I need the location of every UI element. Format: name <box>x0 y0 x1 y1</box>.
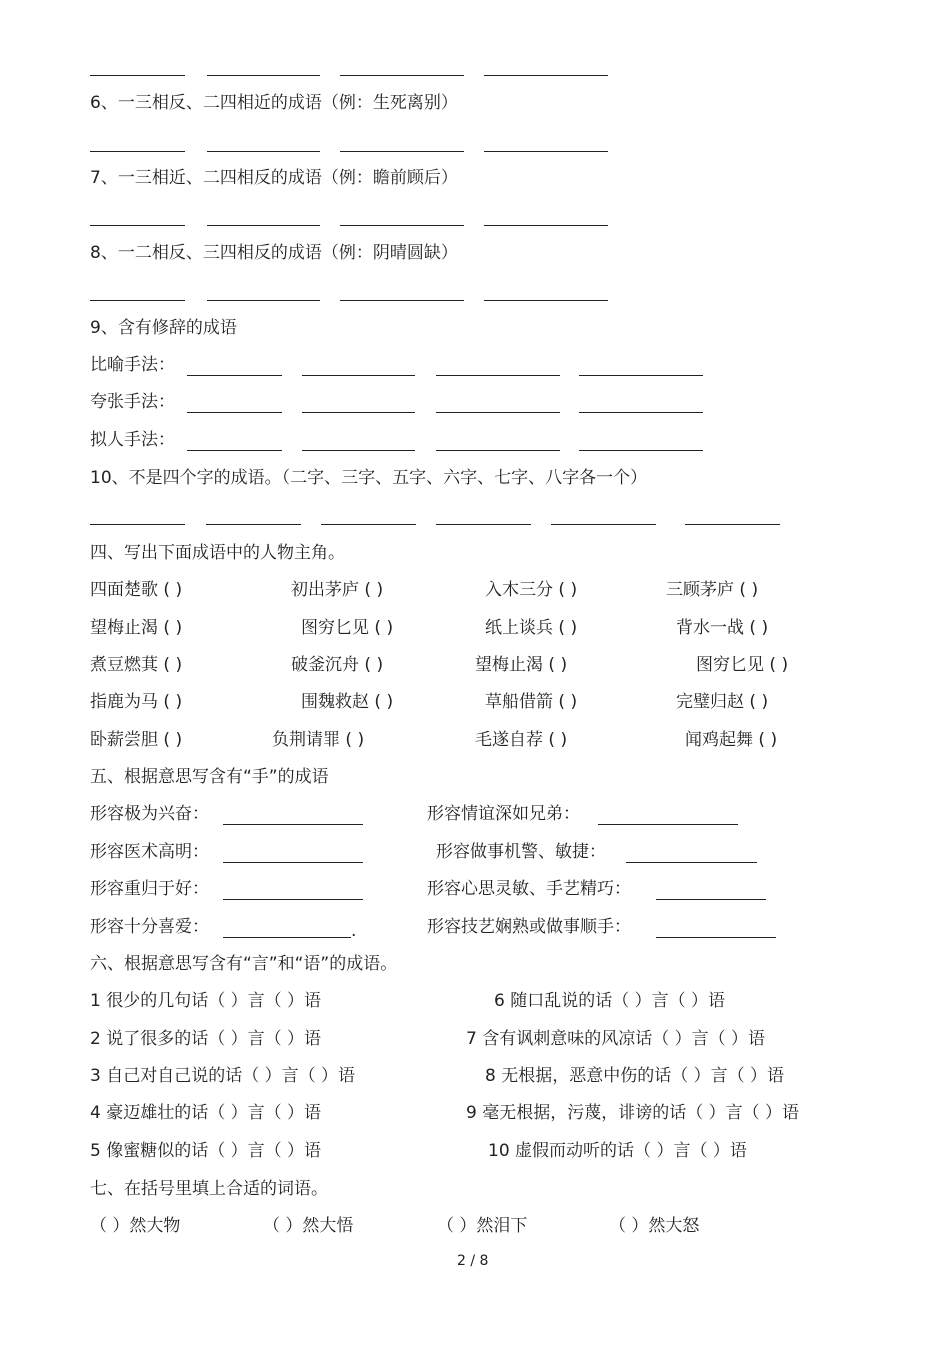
question-7-title: 7、一三相近、二四相反的成语（例：瞻前顾后） <box>90 168 458 188</box>
idiom-item: 卧薪尝胆 ( ) <box>90 730 183 750</box>
answer-blank[interactable] <box>207 300 320 301</box>
answer-blank[interactable] <box>302 450 415 451</box>
answer-blank[interactable] <box>206 524 301 525</box>
idiom-fill: 1 很少的几句话（ ）言（ ）语 <box>90 991 322 1011</box>
idiom-fill: 2 说了很多的话（ ）言（ ）语 <box>90 1029 322 1049</box>
idiom-item: 负荆请罪 ( ) <box>272 730 365 750</box>
idiom-fill: （ ）然泪下 <box>437 1216 528 1236</box>
answer-blank[interactable] <box>90 75 185 76</box>
meaning-label: 形容医术高明： <box>90 842 209 862</box>
idiom-item: 煮豆燃萁 ( ) <box>90 655 183 675</box>
idiom-fill: 3 自己对自己说的话（ ）言（ ）语 <box>90 1066 356 1086</box>
idiom-fill: （ ）然大悟 <box>263 1216 354 1236</box>
answer-blank[interactable] <box>340 300 464 301</box>
answer-blank[interactable] <box>626 862 757 863</box>
meaning-label: 形容重归于好： <box>90 879 209 899</box>
meaning-label: 形容心思灵敏、手艺精巧： <box>427 879 631 899</box>
section-6-title: 六、根据意思写含有“言”和“语”的成语。 <box>90 954 398 974</box>
answer-blank[interactable] <box>207 225 320 226</box>
section-5-title: 五、根据意思写含有“手”的成语 <box>90 767 329 787</box>
answer-blank[interactable] <box>484 75 608 76</box>
answer-blank[interactable] <box>187 412 282 413</box>
idiom-item: 三顾茅庐 ( ) <box>666 580 759 600</box>
idiom-item: 破釜沉舟 ( ) <box>291 655 384 675</box>
idiom-fill: 5 像蜜糖似的话（ ）言（ ）语 <box>90 1141 322 1161</box>
idiom-fill: （ ）然大怒 <box>609 1216 700 1236</box>
answer-blank[interactable] <box>579 412 703 413</box>
answer-blank[interactable] <box>579 450 703 451</box>
idiom-item: 草船借箭 ( ) <box>485 692 578 712</box>
answer-blank[interactable] <box>90 151 185 152</box>
answer-blank[interactable] <box>484 151 608 152</box>
answer-blank[interactable] <box>579 375 703 376</box>
personification-label: 拟人手法： <box>90 430 175 450</box>
answer-blank[interactable] <box>436 412 560 413</box>
idiom-fill: （ ）然大物 <box>90 1216 181 1236</box>
idiom-fill: 7 含有讽刺意味的风凉话（ ）言（ ）语 <box>466 1029 766 1049</box>
answer-blank[interactable] <box>187 375 282 376</box>
answer-blank[interactable] <box>484 225 608 226</box>
blank-dot: . <box>351 921 357 941</box>
answer-blank[interactable] <box>340 225 464 226</box>
idiom-fill: 4 豪迈雄壮的话（ ）言（ ）语 <box>90 1103 322 1123</box>
idiom-fill: 6 随口乱说的话（ ）言（ ）语 <box>494 991 726 1011</box>
idiom-item: 望梅止渴 ( ) <box>475 655 568 675</box>
answer-blank[interactable] <box>436 375 560 376</box>
answer-blank[interactable] <box>656 899 766 900</box>
meaning-label: 形容十分喜爱： <box>90 917 209 937</box>
idiom-item: 图穷匕见 ( ) <box>696 655 789 675</box>
question-9-title: 9、含有修辞的成语 <box>90 318 237 338</box>
idiom-fill: 10 虚假而动听的话（ ）言（ ）语 <box>488 1141 747 1161</box>
idiom-item: 入木三分 ( ) <box>485 580 578 600</box>
idiom-item: 四面楚歌 ( ) <box>90 580 183 600</box>
answer-blank[interactable] <box>340 75 464 76</box>
answer-blank[interactable] <box>187 450 282 451</box>
idiom-item: 围魏救赵 ( ) <box>301 692 394 712</box>
idiom-item: 指鹿为马 ( ) <box>90 692 183 712</box>
answer-blank[interactable] <box>90 300 185 301</box>
idiom-item: 闻鸡起舞 ( ) <box>685 730 778 750</box>
metaphor-label: 比喻手法： <box>90 355 175 375</box>
answer-blank[interactable] <box>598 824 738 825</box>
section-7-title: 七、在括号里填上合适的词语。 <box>90 1179 328 1199</box>
idiom-item: 望梅止渴 ( ) <box>90 618 183 638</box>
meaning-label: 形容极为兴奋： <box>90 804 209 824</box>
answer-blank[interactable] <box>436 524 531 525</box>
idiom-item: 初出茅庐 ( ) <box>291 580 384 600</box>
question-10-title: 10、不是四个字的成语。（二字、三字、五字、六字、七字、八字各一个） <box>90 468 648 488</box>
meaning-label: 形容做事机警、敏捷： <box>436 842 606 862</box>
answer-blank[interactable] <box>302 375 415 376</box>
page-number: 2 / 8 <box>457 1253 489 1269</box>
idiom-item: 纸上谈兵 ( ) <box>485 618 578 638</box>
question-8-title: 8、一二相反、三四相反的成语（例：阴晴圆缺） <box>90 243 458 263</box>
idiom-item: 图穷匕见 ( ) <box>301 618 394 638</box>
answer-blank[interactable] <box>223 899 363 900</box>
answer-blank[interactable] <box>656 937 776 938</box>
answer-blank[interactable] <box>90 225 185 226</box>
idiom-fill: 8 无根据，恶意中伤的话（ ）言（ ）语 <box>485 1066 785 1086</box>
answer-blank[interactable] <box>436 450 560 451</box>
meaning-label: 形容情谊深如兄弟： <box>427 804 580 824</box>
answer-blank[interactable] <box>223 824 363 825</box>
answer-blank[interactable] <box>90 524 185 525</box>
question-6-title: 6、一三相反、二四相近的成语（例：生死离别） <box>90 93 458 113</box>
answer-blank[interactable] <box>207 151 320 152</box>
idiom-item: 毛遂自荐 ( ) <box>475 730 568 750</box>
meaning-label: 形容技艺娴熟或做事顺手： <box>427 917 631 937</box>
idiom-item: 完璧归赵 ( ) <box>676 692 769 712</box>
answer-blank[interactable] <box>551 524 656 525</box>
answer-blank[interactable] <box>223 862 363 863</box>
answer-blank[interactable] <box>302 412 415 413</box>
answer-blank[interactable] <box>340 151 464 152</box>
answer-blank[interactable] <box>321 524 416 525</box>
idiom-item: 背水一战 ( ) <box>676 618 769 638</box>
answer-blank[interactable] <box>685 524 780 525</box>
hyperbole-label: 夸张手法： <box>90 392 175 412</box>
answer-blank[interactable] <box>484 300 608 301</box>
section-4-title: 四、写出下面成语中的人物主角。 <box>90 543 345 563</box>
idiom-fill: 9 毫无根据，污蔑，诽谤的话（ ）言（ ）语 <box>466 1103 800 1123</box>
answer-blank[interactable] <box>223 937 351 938</box>
answer-blank[interactable] <box>207 75 320 76</box>
